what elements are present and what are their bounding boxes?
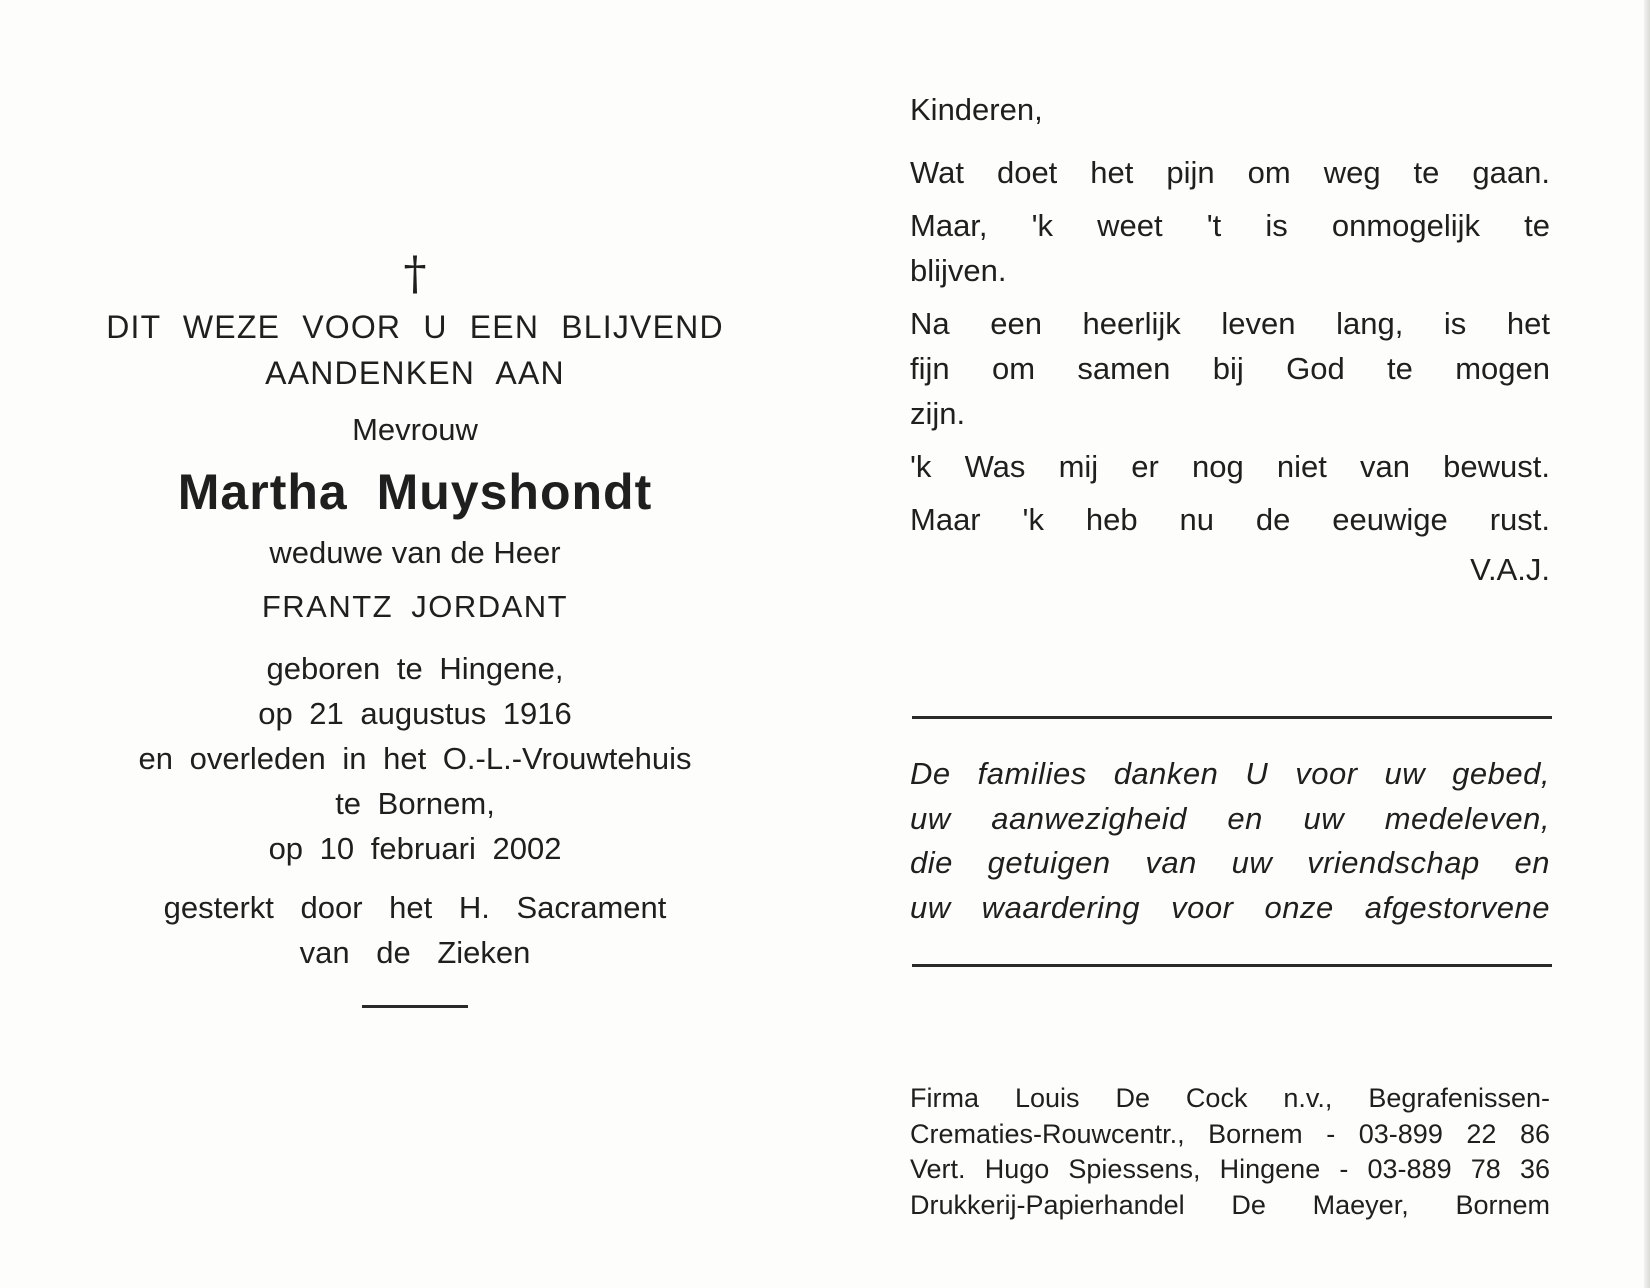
poem-line: Wat doet het pijn om weg te gaan. — [910, 155, 1550, 190]
printer-info — [910, 1081, 1550, 1223]
poem-line: Na een heerlijk leven lang, is het — [910, 306, 1550, 341]
thanks-line: uw aanwezigheid en uw medeleven, — [910, 800, 1550, 836]
printer-line: Firma Louis De Cock n.v., Begrafenissen- — [910, 1083, 1550, 1113]
poem-line: Maar, 'k weet 't is onmogelijk te — [910, 208, 1550, 243]
deceased-name: Martha Muyshondt — [177, 464, 653, 520]
thanks-line: uw waardering voor onze afgestorvene — [910, 889, 1550, 925]
intro-text — [80, 304, 750, 396]
poem-stanza — [910, 203, 1550, 293]
thanks-line: De families danken U voor uw gebed, — [910, 756, 1550, 791]
printer-line: Vert. Hugo Spiessens, Hingene - 03-889 78 36 — [910, 1154, 1550, 1184]
birth-place: geboren te Hingene, — [266, 651, 564, 686]
death-place: en overleden in het O.-L.-Vrouwtehuis — [138, 741, 692, 776]
sacrament-text — [80, 885, 750, 975]
poem-line: zijn. — [910, 396, 966, 431]
intro-line: DIT WEZE VOOR U EEN BLIJVEND — [106, 309, 724, 345]
thanks-line: die getuigen van uw vriendschap en — [910, 845, 1550, 880]
poem-stanza — [910, 150, 1550, 195]
poem-greeting: Kinderen, — [910, 92, 1043, 127]
intro-line: AANDENKEN AAN — [265, 355, 565, 391]
poem-line: Maar 'k heb nu de eeuwige rust. — [910, 502, 1550, 537]
poem-stanza — [910, 497, 1550, 542]
divider — [362, 1005, 468, 1008]
cross-icon: † — [403, 246, 427, 300]
death-town: te Bornem, — [335, 786, 495, 821]
death-date: op 10 februari 2002 — [268, 831, 562, 866]
sacrament-line: gesterkt door het H. Sacrament — [163, 890, 667, 925]
poem-signature: V.A.J. — [1470, 552, 1550, 587]
husband-name: FRANTZ JORDANT — [261, 589, 569, 624]
life-details — [80, 646, 750, 871]
poem-stanza — [910, 301, 1550, 436]
poem — [910, 90, 1550, 590]
memorial-card-left — [80, 246, 750, 1008]
poem-line: 'k Was mij er nog niet van bewust. — [910, 449, 1550, 484]
poem-stanza — [910, 444, 1550, 489]
divider — [912, 964, 1552, 967]
printer-line: Crematies-Rouwcentr., Bornem - 03-899 22 86 — [910, 1118, 1550, 1149]
thanks-text — [910, 752, 1550, 930]
sacrament-line: van de Zieken — [299, 935, 531, 970]
poem-line: fijn om samen bij God te mogen — [910, 351, 1550, 386]
widow-line: weduwe van de Heer — [269, 535, 561, 570]
printer-line: Drukkerij-Papierhandel De Maeyer, Bornem — [910, 1189, 1550, 1220]
honorific: Mevrouw — [352, 412, 478, 447]
card-edge — [1644, 0, 1650, 1288]
poem-line: blijven. — [910, 253, 1007, 288]
divider — [912, 716, 1552, 719]
birth-date: op 21 augustus 1916 — [258, 696, 572, 731]
